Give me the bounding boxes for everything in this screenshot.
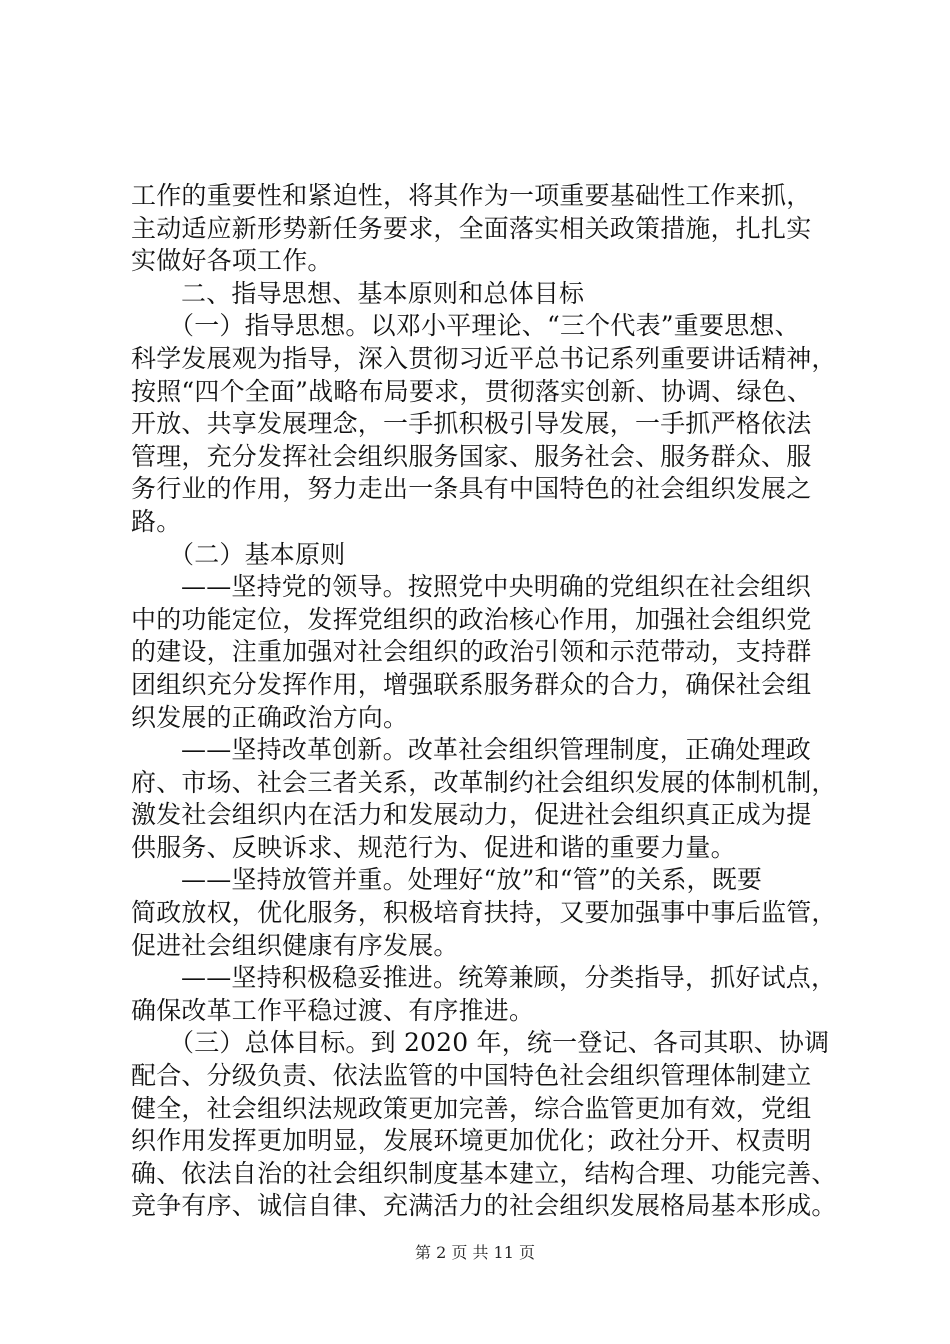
document-body xyxy=(131,180,837,1223)
text-line: 激发社会组织内在活力和发展动力，促进社会组织真正成为提 xyxy=(131,800,812,830)
text-line: 织发展的正确政治方向。 xyxy=(131,702,409,732)
text-line: 科学发展观为指导，深入贯彻习近平总书记系列重要讲话精神， xyxy=(131,343,837,373)
text-line: 务行业的作用，努力走出一条具有中国特色的社会组织发展之 xyxy=(131,474,812,504)
text-line: 团组织充分发挥作用，增强联系服务群众的合力，确保社会组 xyxy=(131,669,812,699)
text-line: ——坚持积极稳妥推进。统筹兼顾，分类指导，抓好试点， xyxy=(181,963,837,993)
text-line: 简政放权，优化服务，积极培育扶持，又要加强事中事后监管， xyxy=(131,898,837,928)
text-line: （三）总体目标。到 2020 年，统一登记、各司其职、协调 xyxy=(169,1028,830,1058)
subsection-heading: （二）基本原则 xyxy=(169,539,346,569)
text-line: ——坚持放管并重。处理好“放”和“管”的关系，既要 xyxy=(181,865,763,895)
section-heading: 二、指导思想、基本原则和总体目标 xyxy=(181,278,585,308)
text-line: 确保改革工作平稳过渡、有序推进。 xyxy=(131,995,535,1025)
text-line: ——坚持党的领导。按照党中央明确的党组织在社会组织 xyxy=(181,572,812,602)
text-line: 竞争有序、诚信自律、充满活力的社会组织发展格局基本形成。 xyxy=(131,1191,837,1221)
text-line: 按照“四个全面”战略布局要求，贯彻落实创新、协调、绿色、 xyxy=(131,376,813,406)
text-line: 促进社会组织健康有序发展。 xyxy=(131,930,459,960)
text-line: 实做好各项工作。 xyxy=(131,246,333,276)
text-line: 路。 xyxy=(131,506,182,536)
text-line: ——坚持改革创新。改革社会组织管理制度，正确处理政 xyxy=(181,735,812,765)
page-number: 第 2 页 共 11 页 xyxy=(415,1243,535,1262)
text-line: 管理，充分发挥社会组织服务国家、服务社会、服务群众、服 xyxy=(131,441,812,471)
text-line: 织作用发挥更加明显，发展环境更加优化；政社分开、权责明 xyxy=(131,1126,812,1156)
text-line: 健全，社会组织法规政策更加完善，综合监管更加有效，党组 xyxy=(131,1093,812,1123)
text-line: 配合、分级负责、依法监管的中国特色社会组织管理体制建立 xyxy=(131,1061,812,1091)
text-line: 中的功能定位，发挥党组织的政治核心作用，加强社会组织党 xyxy=(131,604,812,634)
text-line: 的建设，注重加强对社会组织的政治引领和示范带动，支持群 xyxy=(131,637,812,667)
text-line: （一）指导思想。以邓小平理论、“三个代表”重要思想、 xyxy=(169,311,800,341)
text-line: 主动适应新形势新任务要求，全面落实相关政策措施，扎扎实 xyxy=(131,213,812,243)
text-line: 确、依法自治的社会组织制度基本建立，结构合理、功能完善、 xyxy=(131,1158,837,1188)
text-line: 供服务、反映诉求、规范行为、促进和谐的重要力量。 xyxy=(131,832,736,862)
text-line: 开放、共享发展理念，一手抓积极引导发展，一手抓严格依法 xyxy=(131,409,812,439)
text-line: 府、市场、社会三者关系，改革制约社会组织发展的体制机制， xyxy=(131,767,837,797)
text-line: 工作的重要性和紧迫性，将其作为一项重要基础性工作来抓， xyxy=(131,181,812,210)
